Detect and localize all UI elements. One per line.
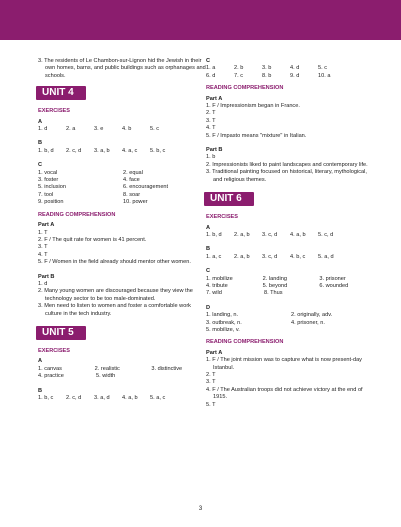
answer: 1. mobilize: [206, 275, 233, 282]
answer: 3. T: [206, 379, 216, 386]
answer: 8. soar: [123, 191, 141, 198]
section-c-label: C: [38, 162, 43, 169]
c-row-1: [206, 65, 376, 72]
answer: 5. width: [96, 373, 116, 380]
unit-6-title: UNIT 6: [204, 192, 254, 206]
answer: 2. T: [206, 110, 216, 117]
answer: 7. c: [234, 72, 244, 79]
answer: 1. vocal: [38, 169, 58, 176]
section-c-label: C: [206, 268, 211, 275]
answer: 1. d: [38, 126, 48, 133]
u4-c-row: [38, 192, 208, 199]
u6-d-row: [206, 320, 376, 327]
answer: 2. c, d: [66, 395, 82, 401]
answer: 4. tribute: [206, 282, 228, 289]
answer: 2. T: [206, 372, 216, 378]
part-a-label: Part A: [206, 349, 223, 356]
answer: 4. a, b: [290, 231, 306, 238]
answer: 8. b: [262, 72, 272, 79]
answer: 5. mobilize, v.: [206, 326, 240, 333]
answer: 5. c: [150, 126, 160, 133]
u4-a-row: [38, 126, 208, 133]
answer: 3. a, b: [94, 147, 110, 154]
answer: 2. b: [234, 65, 244, 72]
exercises-heading: EXERCISES: [206, 214, 239, 221]
answer: 1. b, d: [38, 147, 54, 154]
answer: 5. inclusion: [38, 184, 66, 191]
answer: 1. a: [206, 65, 216, 72]
answer: 3. c, d: [262, 231, 278, 238]
answer: 5. c: [318, 65, 328, 72]
answer: 7. tool: [38, 191, 54, 198]
answer: 5. a, d: [318, 253, 334, 260]
part-b-label: Part B: [206, 147, 223, 154]
answer: 7. wild: [206, 290, 222, 297]
right-column: [206, 58, 376, 409]
answer: 2. F / The quit rate for women is 41 percent.: [38, 236, 147, 243]
reading-comprehension-heading: READING COMPREHENSION: [38, 211, 116, 218]
u6-b-row: [206, 254, 376, 261]
answer: 1. a, c: [206, 253, 222, 260]
answer: 3. Men need to listen to women and foster a comfortable work culture in the tech industry.: [38, 303, 191, 317]
answer: 10. power: [123, 199, 148, 206]
answer: 6. d: [206, 72, 216, 79]
answer: 6. encouragement: [123, 184, 169, 191]
exercises-heading: EXERCISES: [38, 108, 71, 115]
answer: 10. a: [318, 72, 331, 79]
answer: 5. beyond: [262, 282, 288, 289]
answer: 4. a, c: [122, 147, 138, 154]
answer: 3. T: [206, 117, 216, 124]
section-b-label: B: [38, 140, 43, 147]
answer: 3. T: [38, 244, 48, 251]
answer: 2. a: [66, 126, 76, 133]
section-a-label: A: [38, 118, 43, 125]
answer: 8. Thus: [264, 290, 283, 297]
unit-4-title: UNIT 4: [36, 86, 86, 100]
page-number: 3: [198, 506, 203, 512]
section-d-label: D: [206, 304, 211, 311]
u4-c-row: [38, 184, 208, 191]
u6-a-row: [206, 232, 376, 239]
u6-c-row: [206, 283, 376, 290]
part-a-label: Part A: [206, 95, 223, 102]
answer: 9. d: [290, 72, 300, 79]
answer: 2. a, b: [234, 253, 250, 260]
answer: 2. a, b: [234, 231, 250, 238]
section-a-label: A: [38, 358, 43, 365]
answer: 2. originally, adv.: [291, 312, 333, 319]
section-a-label: A: [206, 224, 211, 231]
answer: 3. c, d: [262, 253, 278, 260]
answer: 2. c, d: [66, 147, 82, 154]
u6-d-row: [206, 312, 376, 319]
answer: 1. b, d: [206, 231, 222, 238]
reading-comprehension-heading: READING COMPREHENSION: [206, 85, 284, 92]
u6-c-row: [206, 290, 376, 297]
answer: 1. T: [38, 229, 48, 236]
answer: 2. equal: [123, 169, 143, 176]
answer: 1. F / Impressionism began in France.: [206, 103, 300, 110]
u5-b-row: [38, 395, 208, 402]
answer: 3. e: [94, 126, 104, 133]
intro-answer: 3. The residents of Le Chambon-sur-Lignon hid the Jewish in their own homes, barns, and public buildings such as orphanages and schools.: [38, 58, 206, 79]
answer: 3. outbreak, n.: [206, 319, 242, 326]
answer: 1. canvas: [38, 365, 62, 372]
answer: 3. foster: [38, 177, 59, 184]
left-column: [38, 58, 208, 402]
answer: 5. a, c: [150, 395, 166, 401]
answer: 4. prisoner, n.: [291, 319, 325, 326]
answer: 4. face: [123, 177, 140, 184]
header-band: [0, 0, 401, 40]
answer: 3. a, d: [94, 395, 110, 401]
section-b-label: B: [206, 246, 211, 253]
answer: 1. d: [38, 280, 48, 287]
answer: 4. b, c: [290, 253, 306, 260]
answer: 1. landing, n.: [206, 312, 239, 319]
section-c-label: C: [206, 58, 211, 64]
answer: 6. wounded: [319, 282, 349, 289]
answer: 3. prisoner: [319, 275, 346, 282]
answer: 2. landing: [262, 275, 287, 282]
u5-a-row: [38, 366, 208, 373]
answer: 5. T: [206, 401, 216, 408]
u6-d-row: [206, 327, 376, 334]
answer: 1. b, c: [38, 395, 54, 401]
answer: 3. b: [262, 65, 272, 72]
answer: 5. b, c: [150, 147, 166, 154]
u4-c-row: [38, 177, 208, 184]
answer: 4. practice: [38, 373, 64, 380]
answer: 4. d: [290, 65, 300, 72]
u4-b-row: [38, 148, 208, 155]
answer: 4. T: [38, 251, 48, 258]
answer: 4. T: [206, 125, 216, 132]
unit-5-title: UNIT 5: [36, 326, 86, 340]
u6-c-row: [206, 276, 376, 283]
answer: 1. F / The joint mission was to capture what is now present-day Istanbul.: [206, 357, 362, 371]
answer: 4. b: [122, 126, 132, 133]
answer: 2. realistic: [94, 365, 120, 372]
u5-a-row: [38, 373, 208, 380]
exercises-heading: EXERCISES: [38, 347, 71, 354]
answer: 3. Traditional painting focused on historical, literary, mythological, and religious themes.: [206, 169, 367, 183]
answer: 9. position: [38, 199, 64, 206]
answer: 4. a, b: [122, 395, 138, 401]
reading-comprehension-heading: READING COMPREHENSION: [206, 339, 284, 346]
answer: 4. F / The Australian troops did not achieve victory at the end of 1915.: [206, 386, 363, 401]
part-b-label: Part B: [38, 273, 55, 280]
answer: 5. c, d: [318, 231, 334, 238]
u4-c-row: [38, 199, 208, 206]
section-b-label: B: [38, 387, 43, 394]
answer: 2. Impressionists liked to paint landscapes and contemporary life.: [206, 161, 368, 168]
c-row-2: [206, 73, 376, 80]
answer: 5. F / Impasto means "mixture" in Italian.: [206, 132, 307, 139]
answer: 5. F / Women in the field already should mentor other women.: [38, 259, 191, 266]
part-a-label: Part A: [38, 222, 55, 229]
u4-c-row: [38, 170, 208, 177]
answer: 2. Many young women are discouraged because they view the technology sector to be too male-dominated.: [38, 288, 193, 302]
answer: 3. distinctive: [151, 365, 183, 372]
answer: 1. b: [206, 154, 216, 161]
